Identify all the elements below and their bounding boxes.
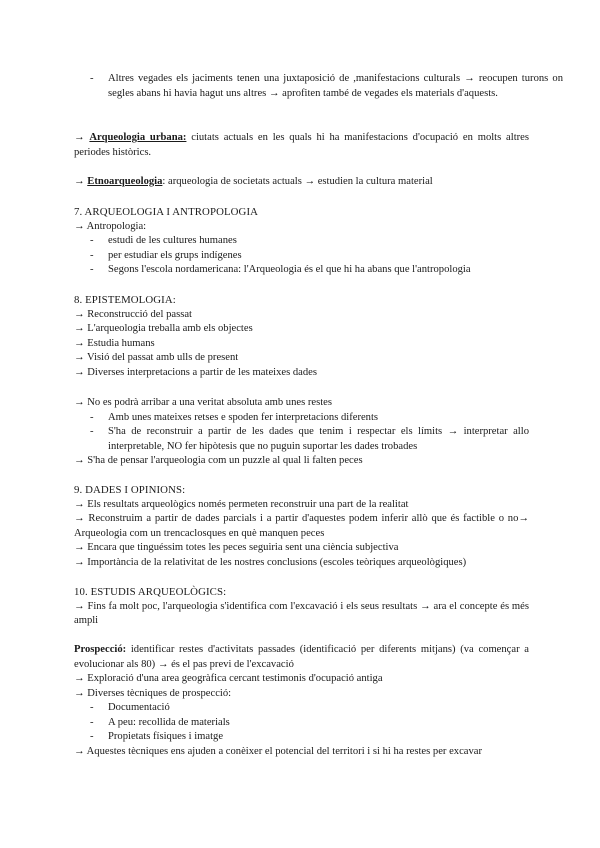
section-10-intro: → Fins fa molt poc, l'arqueologia s'identifica com l'excavació i els seus resultats → ara el concepte és més ampli bbox=[74, 600, 529, 627]
section-7-title: 7. ARQUEOLOGIA I ANTROPOLOGIA bbox=[74, 206, 259, 218]
list-item: → Encara que tinguéssim totes les peces seguiria sent una ciència subjectiva bbox=[74, 542, 399, 554]
list-item: → Diverses interpretacions a partir de les mateixes dades bbox=[74, 366, 317, 378]
section-7-lead: → Antropologia: bbox=[74, 220, 147, 232]
arqueologia-urbana-paragraph bbox=[74, 131, 529, 160]
jaciments-paragraph bbox=[74, 72, 563, 101]
section-8-truth bbox=[74, 396, 529, 469]
list-item: - A peu: recollida de materials bbox=[74, 716, 529, 731]
arrow-glyph: → bbox=[74, 132, 85, 143]
list-item: - Amb unes mateixes retses e spoden fer interpretacions diferents bbox=[74, 411, 529, 426]
list-item: - per estudiar els grups indígenes bbox=[74, 249, 529, 264]
arqueologia-urbana-term: Arqueologia urbana: bbox=[89, 132, 187, 143]
list-item: → L'arqueologia treballa amb els objectes bbox=[74, 323, 253, 335]
truth-lead: → No es podrà arribar a una veritat absoluta amb unes restes bbox=[74, 397, 332, 408]
list-item: → Reconstrucció del passat bbox=[74, 308, 192, 320]
arqueologia-urbana-text: ciutats actuals en les quals hi ha manifestacions d'ocupació en molts altres periodes històrics. bbox=[74, 132, 529, 158]
section-8 bbox=[74, 293, 529, 381]
list-item: - Propietats físiques i imatge bbox=[74, 730, 529, 745]
list-item: → Estudia humans bbox=[74, 337, 155, 349]
etnoarqueologia-term: Etnoarqueologia bbox=[87, 176, 163, 187]
list-item: → Visió del passat amb ulls de present bbox=[74, 352, 239, 364]
etnoarqueologia-line bbox=[74, 175, 529, 190]
list-item: - Segons l'escola nordamericana: l'Arqueologia és el que hi ha abans que l'antropologia bbox=[74, 263, 529, 278]
section-7 bbox=[74, 205, 529, 278]
closing-line: → Aquestes tècniques ens ajuden a conèixer el potencial del territori i si hi ha restes per excavar bbox=[74, 745, 482, 757]
list-item: → Reconstruim a partir de dades parcials i a partir d'aquestes podem inferir allò que és factible o no→ Arqueologia com un trencaclosques en què manquen peces bbox=[74, 513, 529, 539]
list-item: - S'ha de reconstruir a partir de les dades que tenim i respectar els límits → interpretar allo interpretable, NO fer hipòtesis que no puguin suportar les dades trobades bbox=[74, 425, 529, 454]
section-9-title: 9. DADES I OPINIONS: bbox=[74, 484, 186, 496]
list-item: - Documentació bbox=[74, 701, 529, 716]
jaciments-text: Altres vegades els jaciments tenen una juxtaposició de ,manifestacions culturals → reocupen turons on segles abans hi havia hagut uns altres → aprofiten també de vegades els materials d'aquests. bbox=[108, 73, 563, 99]
section-10 bbox=[74, 585, 529, 629]
list-item: - estudi de les cultures humanes bbox=[74, 234, 529, 249]
arrow-glyph: → bbox=[74, 176, 85, 187]
prospeccio-text: identificar restes d'activitats passades (identificació per diferents mitjans) (va començar a evolucionar als 80) → és el pas previ de l'excavació bbox=[74, 644, 529, 670]
puzzle-line: → S'ha de pensar l'arqueologia com un puzzle al qual li falten peces bbox=[74, 455, 363, 467]
section-9 bbox=[74, 483, 529, 571]
list-item: → Diverses tècniques de prospecció: bbox=[74, 687, 232, 699]
prospeccio-details bbox=[74, 672, 529, 760]
etnoarqueologia-text: : arqueologia de societats actuals → estudien la cultura material bbox=[162, 176, 433, 187]
section-8-title: 8. EPISTEMOLOGIA: bbox=[74, 294, 176, 306]
prospeccio-term: Prospecció: bbox=[74, 644, 127, 655]
list-item: → Els resultats arqueològics només permeten reconstruir una part de la realitat bbox=[74, 498, 409, 510]
section-10-title: 10. ESTUDIS ARQUEOLÒGICS: bbox=[74, 586, 227, 598]
list-item: → Importància de la relativitat de les nostres conclusions (escoles teòriques arqueològiques) bbox=[74, 556, 467, 568]
list-item: → Exploració d'una area geogràfica cercant testimonis d'ocupació antiga bbox=[74, 673, 383, 684]
prospeccio-paragraph bbox=[74, 643, 529, 672]
